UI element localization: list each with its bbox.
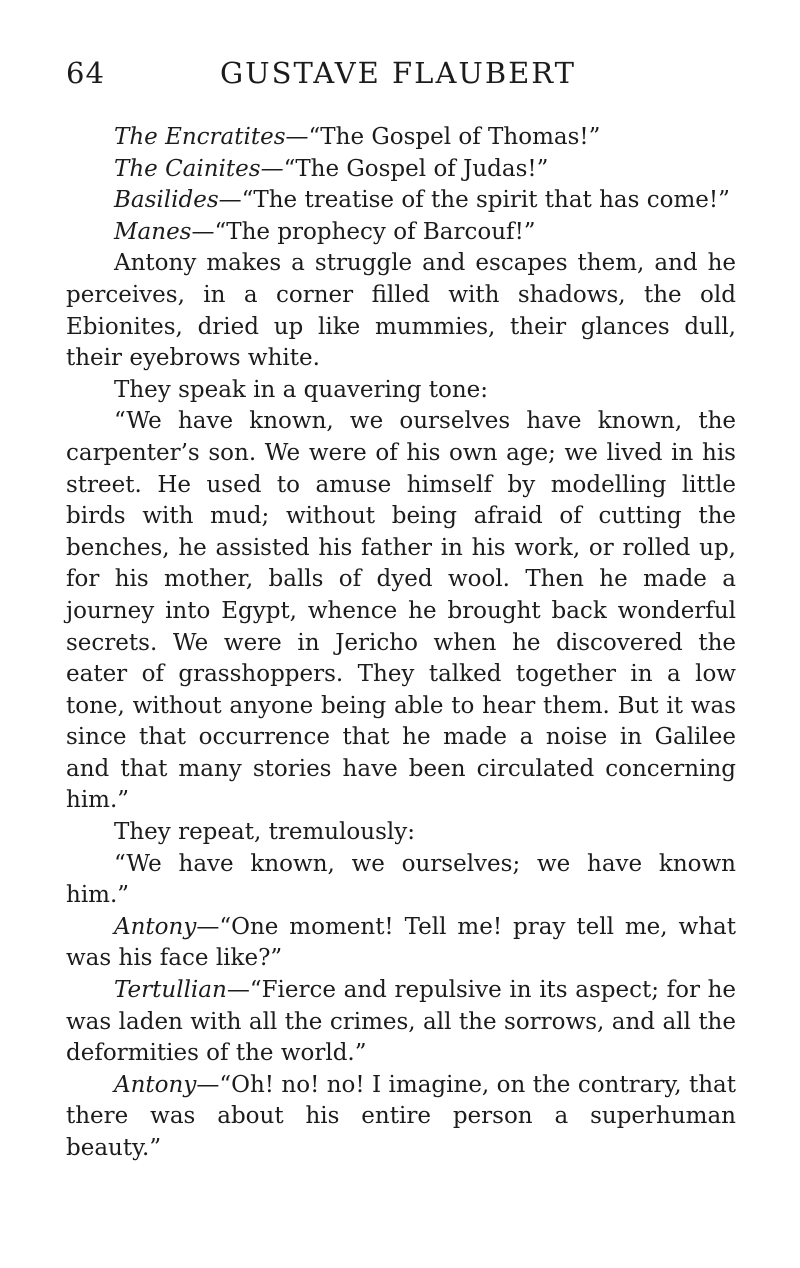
paragraph xyxy=(66,154,736,186)
paragraph-text: Antony makes a struggle and escapes them, and he perceives, in a corner filled with shadows, the old Ebionites, dried up like mummies, their glances dull, their eyebrows white. xyxy=(66,250,736,372)
paragraph-text: “We have known, we ourselves have known, the carpenter’s son. We were of his own age; we lived in his street. He used to amuse himself by modelling little birds with mud; without being afraid of cutting the benches, he assisted his father in his work, or rolled up, for his mother, balls of dyed wool. Then he made a journey into Egypt, whence he brought back wonderful secrets. We were in Jericho when he discovered the eater of grasshoppers. They talked together in a low tone, without anyone being able to hear them. But it was since that occurrence that he made a noise in Galilee and that many stories have been circulated concerning him.” xyxy=(66,408,736,814)
paragraph-text: They repeat, tremulously: xyxy=(114,819,415,846)
paragraph xyxy=(66,217,736,249)
paragraph xyxy=(66,375,736,407)
paragraph-text: —“Fierce and repulsive in its aspect; for he was laden with all the crimes, all the sorrows, and all the deformities of the world.” xyxy=(66,977,736,1067)
paragraph xyxy=(66,975,736,1070)
paragraph-text: “We have known, we ourselves; we have known him.” xyxy=(66,850,736,909)
paragraph-text: —“The treatise of the spirit that has come!” xyxy=(218,187,730,214)
running-title: GUSTAVE FLAUBERT xyxy=(220,56,576,90)
paragraph-text: They speak in a quavering tone: xyxy=(114,376,488,403)
speaker-name: Antony xyxy=(114,1071,197,1098)
speaker-name: Tertullian xyxy=(114,977,227,1004)
book-page xyxy=(66,56,736,1165)
page-body xyxy=(66,122,736,1165)
paragraph-text: —“One moment! Tell me! pray tell me, what was his face like?” xyxy=(66,913,736,972)
page-number: 64 xyxy=(66,56,105,90)
paragraph xyxy=(66,122,736,154)
paragraph-text: —“The Gospel of Thomas!” xyxy=(285,124,601,150)
paragraph xyxy=(66,817,736,849)
speaker-name: Basilides xyxy=(114,187,219,214)
speaker-name: Antony xyxy=(114,913,197,940)
paragraph xyxy=(66,185,736,217)
speaker-name: The Encratites xyxy=(114,124,286,150)
paragraph-text: —“Oh! no! no! I imagine, on the contrary, that there was about his entire person a superhuman beauty.” xyxy=(66,1071,736,1161)
speaker-name: The Cainites xyxy=(114,155,261,182)
paragraph xyxy=(66,912,736,975)
paragraph-text: —“The prophecy of Barcouf!” xyxy=(191,218,536,245)
paragraph xyxy=(66,1070,736,1165)
speaker-name: Manes xyxy=(114,218,192,245)
paragraph xyxy=(66,248,736,374)
page-header xyxy=(66,56,736,102)
paragraph-text: —“The Gospel of Judas!” xyxy=(260,155,549,182)
paragraph xyxy=(66,849,736,912)
paragraph xyxy=(66,406,736,817)
